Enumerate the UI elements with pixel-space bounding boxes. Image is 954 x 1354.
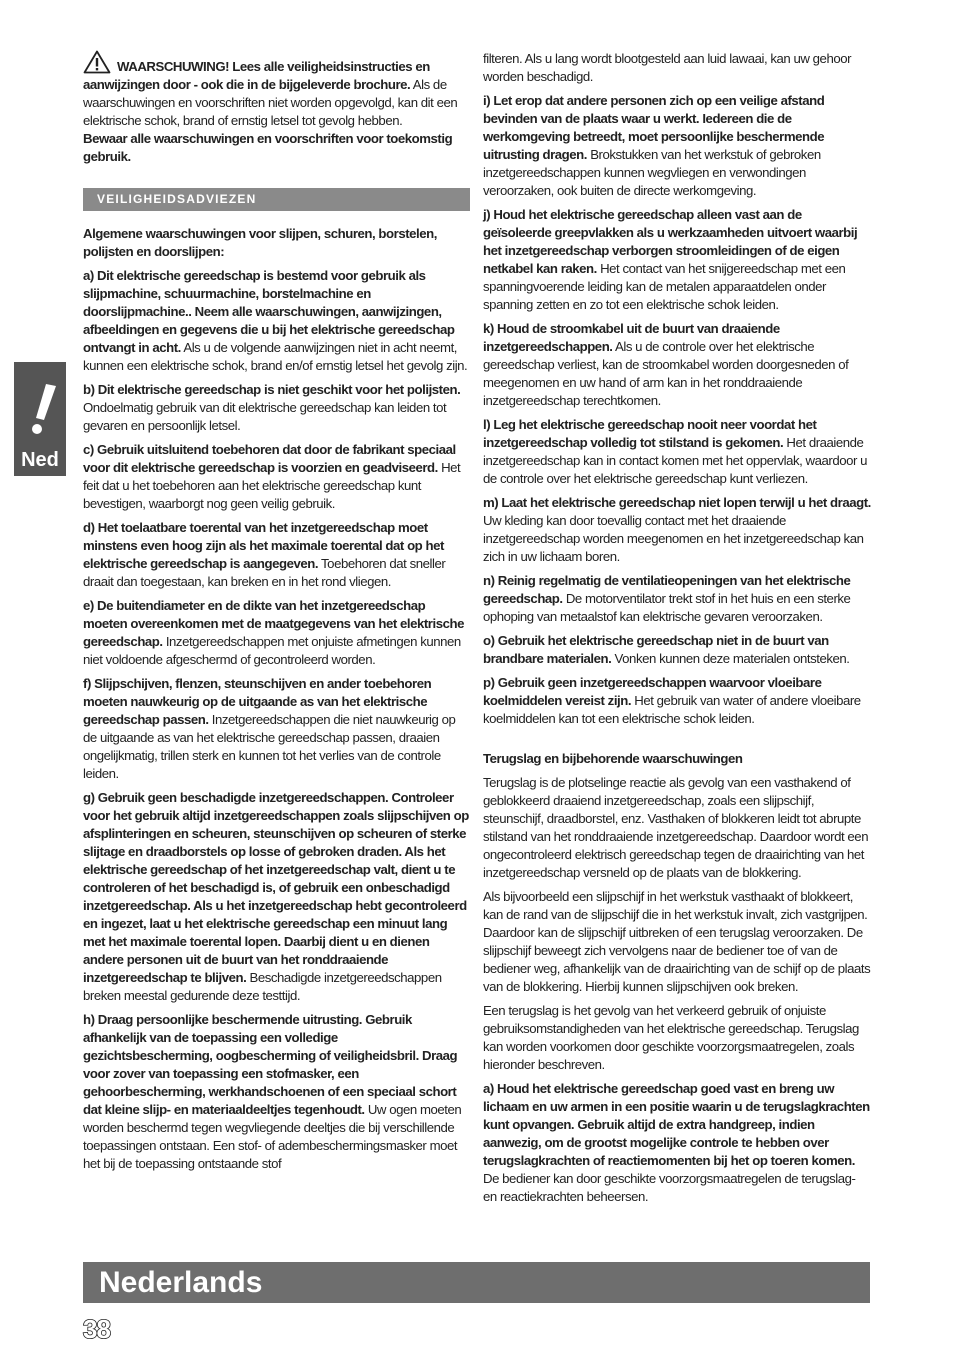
item-p: p) Gebruik geen inzetgereedschappen waarvoor vloeibare koelmiddelen vereist zijn. Het gebruik van water of andere vloeibare koelmiddelen kan tot een elektrische schok leiden.	[483, 675, 861, 726]
right-column	[483, 50, 871, 1212]
item-o: o) Gebruik het elektrische gereedschap niet in de buurt van brandbare materialen. Vonken kunnen deze materialen ontsteken.	[483, 633, 850, 666]
section-title-bar: VEILIGHEIDSADVIEZEN	[83, 188, 470, 211]
item-b: b) Dit elektrische gereedschap is niet geschikt voor het polijsten. Ondoelmatig gebruik van dit elektrische gereedschap kan leiden tot gevaren en persoonlijk letsel.	[83, 382, 461, 433]
item-l: l) Leg het elektrische gereedschap nooit neer voordat het inzetgereedschap volledig tot stilstand is gekomen. Het draaiende inzetgereedschap kan in contact komen met het oppervlak, waardoor u de controle over het elektrische gereedschap kunt verliezen.	[483, 417, 868, 486]
item-h: h) Draag persoonlijke beschermende uitrusting. Gebruik afhankelijk van de toepassing een volledige gezichtsbescherming, oogbescherming of veiligheidsbril. Draag voor zover van toepassing een stofmasker, een gehoorbescherming, werkhandschoenen of een speciaal schort dat kleine slijp- en materiaaldeeltjes tegenhoudt. Uw ogen moeten worden beschermd tegen wegvliegende deeltjes die bij verschillende toepassingen ontstaan. Een stof- of adembeschermingsmasker moet het bij de toepassing ontstaande stof	[83, 1012, 462, 1171]
kickback-paragraph: Een terugslag is het gevolg van het verkeerd gebruik of onjuiste gebruiksomstandigheden van het elektrische gereedschap. Terugslag kan worden voorkomen door geschikte voorzorgsmaatregelen, zoals hieronder beschreven.	[483, 1003, 859, 1072]
item-j: j) Houd het elektrische gereedschap alleen vast aan de geïsoleerde greepvlakken als u werkzaamheden uitvoert waarbij het inzetgereedschap verborgen stroomleidingen of de eigen netkabel kan raken. Het contact van het snijgereedschap met een spanningvoerende leiding kan de metalen apparaatdelen onder spanning zetten en zo tot een elektrische schok leiden.	[483, 207, 858, 312]
item-d: d) Het toelaatbare toerental van het inzetgereedschap moet minstens even hoog zijn als het maximale toerental dat op het elektrische gereedschap is aangegeven. Toebehoren dat sneller draait dan toegestaan, kan breken en in het rond vliegen.	[83, 520, 446, 589]
exclamation-icon	[18, 380, 62, 438]
item-i: i) Let erop dat andere personen zich op een veilige afstand bevinden van de plaats waar u werkt. Iedereen die de werkomgeving betreedt, moet persoonlijke beschermende uitrusting dragen. Brokstukken van het werkstuk of gebroken inzetgereedschappen kunnen wegvliegen en verwondingen veroorzaken, ook buiten de directe werkomgeving.	[483, 93, 825, 198]
item-a: a) Dit elektrische gereedschap is bestemd voor gebruik als slijpmachine, schuurmachine, borstelmachine en doorslijpmachine.. Neem alle waarschuwingen, aanwijzingen, afbeeldingen en gegevens die u bij het elektrische gereedschap ontvangt in acht. Als u de volgende aanwijzingen niet in acht neemt, kunnen een elektrische schok, brand en/of ernstig letsel het gevolg zijn.	[83, 268, 468, 373]
item-k: k) Houd de stroomkabel uit de buurt van draaiende inzetgereedschappen. Als u de controle over het elektrische gereedschap verliest, kan de stroomkabel worden doorgesneden of meegenomen en uw hand of arm kan in het ronddraaiende inzetgereedschap terechtkomen.	[483, 321, 849, 408]
warning-triangle-icon	[83, 50, 111, 74]
warning-bold: WAARSCHUWING! Lees alle veiligheidsinstructies en aanwijzingen door - ook die in de bijgeleverde brochure.	[83, 59, 430, 92]
kickback-heading: Terugslag en bijbehorende waarschuwingen	[483, 751, 743, 766]
item-f: f) Slijpschijven, flenzen, steunschijven en ander toebehoren moeten nauwkeurig op de uitgaande as van het elektrische gereedschap passen. Inzetgereedschappen die niet nauwkeurig op de uitgaande as van het elektrische gereedschap passen, draaien ongelijkmatig, trillen sterk en kunnen tot het verlies van de controle leiden.	[83, 676, 456, 781]
item-g: g) Gebruik geen beschadigde inzetgereedschappen. Controleer voor het gebruik altijd inzetgereedschappen zoals slijpschijven op afsplinteringen en scheuren, steunschijven op scheuren of sterke slijtage en draadborstels op losse of gebroken draden. Als het elektrische gereedschap of het inzetgereedschap valt, dient u te controleren of het beschadigd is, of gebruik een onbeschadigd inzetgereedschap. Als u het inzetgereedschap hebt gecontroleerd en ingezet, laat u het elektrische gereedschap een minuut lang met het maximale toerental lopen. Daarbij dient u en dienen andere personen uit de buurt van het ronddraaiende inzetgereedschap te blijven. Beschadigde inzetgereedschappen breken meestal gedurende deze testtijd.	[83, 790, 469, 1003]
intro-heading: Algemene waarschuwingen voor slijpen, schuren, borstelen, polijsten en doorslijpen:	[83, 226, 437, 259]
warning-block	[83, 50, 470, 166]
left-column	[83, 50, 470, 1179]
language-tab	[14, 362, 66, 476]
page-number: 38	[83, 1314, 110, 1344]
item-e: e) De buitendiameter en de dikte van het inzetgereedschap moeten overeenkomen met de maatgegevens van het elektrische gereedschap. Inzetgereedschappen met onjuiste afmetingen kunnen niet voldoende afgeschermd of gecontroleerd worden.	[83, 598, 464, 667]
warning-text: Als de waarschuwingen en voorschriften niet worden opgevolgd, kan dit een elektrische schok, brand of ernstig letsel tot gevolg hebben.	[83, 77, 458, 128]
continuation-text: filteren. Als u lang wordt blootgesteld aan luid lawaai, kan uw gehoor worden beschadigd.	[483, 51, 852, 84]
kickback-paragraph: Terugslag is de plotselinge reactie als gevolg van een vasthakend of geblokkeerd draaiend inzetgereedschap, zoals een slijpschijf, steunschijf, draadborstel, enz. Vasthaken of blokkeren leidt tot abrupte stilstand van het ronddraaiende inzetgereedschap. Daardoor wordt een ongecontroleerd elektrisch gereedschap tegen de draairichting van het inzetgereedschap versneld op de plaats van de blokkering.	[483, 775, 869, 880]
language-tab-label: Ned	[21, 449, 59, 471]
item-n: n) Reinig regelmatig de ventilatieopeningen van het elektrische gereedschap. De motorventilator trekt stof in het huis en een sterke ophoping van metaalstof kan elektrische gevaren veroorzaken.	[483, 573, 851, 624]
footer-language-title: Nederlands	[83, 1262, 870, 1303]
warning-keep: Bewaar alle waarschuwingen en voorschriften voor toekomstig gebruik.	[83, 131, 453, 164]
kickback-item-a: a) Houd het elektrische gereedschap goed vast en breng uw lichaam en uw armen in een positie waarin u de terugslagkrachten kunt opvangen. Gebruik altijd de extra handgreep, indien aanwezig, om de grootst mogelijke controle te hebben over terugslagkrachten of reactiemomenten bij het op toeren komen. De bediener kan door geschikte voorzorgsmaatregelen de terugslag- en reactiekrachten beheersen.	[483, 1081, 870, 1204]
item-m: m) Laat het elektrische gereedschap niet lopen terwijl u het draagt. Uw kleding kan door toevallig contact met het draaiende inzetgereedschap worden meegenomen en het inzetgereedschap kan zich in uw lichaam boren.	[483, 495, 871, 564]
item-c: c) Gebruik uitsluitend toebehoren dat door de fabrikant speciaal voor dit elektrische gereedschap is voorzien en geadviseerd. Het feit dat u het toebehoren aan het elektrische gereedschap kunt bevestigen, waarborgt nog geen veilig gebruik.	[83, 442, 461, 511]
kickback-paragraph: Als bijvoorbeeld een slijpschijf in het werkstuk vasthaakt of blokkeert, kan de rand van de slijpschijf die in het werkstuk invalt, zich vastgrijpen. Daardoor kan de slijpschijf uitbreken of een terugslag veroorzaken. De slijpschijf beweegt zich vervolgens naar de bediener toe of van de bediener weg, afhankelijk van de draairichting van de schijf op de plaats van de blokkering. Hierbij kunnen slijpschijven ook breken.	[483, 889, 871, 994]
